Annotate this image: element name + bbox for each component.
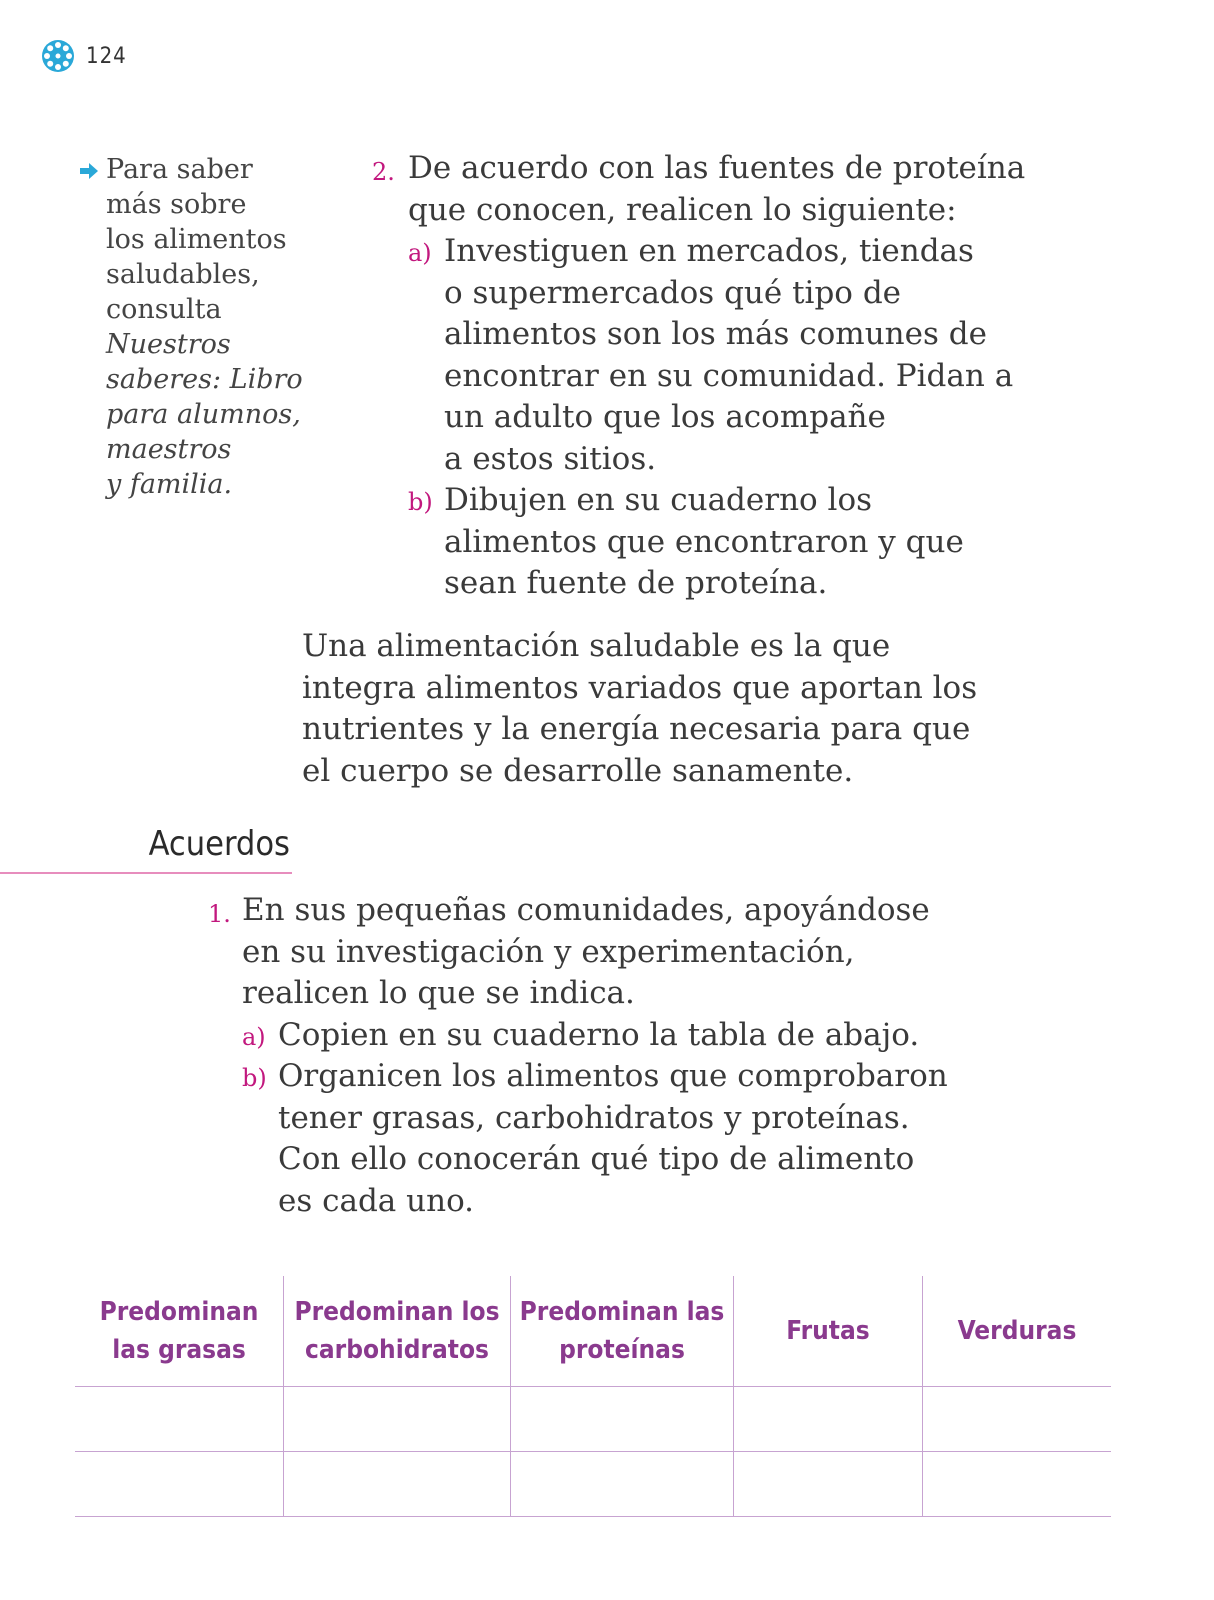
item-number: 2. <box>372 158 395 186</box>
text-line: Organicen los alimentos que comprobaron <box>278 1058 948 1094</box>
text-line: el cuerpo se desarrolle sanamente. <box>302 752 854 789</box>
text-line: o supermercados qué tipo de <box>444 274 902 311</box>
header-line: Predominan <box>99 1297 259 1327</box>
sub-item-a <box>408 231 1012 480</box>
text-line: En sus pequeñas comunidades, apoyándose <box>242 892 930 928</box>
table-cell <box>511 1387 734 1452</box>
header-line: carbohidratos <box>305 1335 489 1365</box>
sub-item-b <box>408 480 1012 605</box>
section-title: Acuerdos <box>148 824 290 864</box>
table-cell <box>734 1452 923 1517</box>
header-line: Predominan los <box>294 1297 500 1327</box>
table-column-header <box>734 1276 923 1387</box>
table-row <box>75 1387 1111 1452</box>
sub-item-label: b) <box>408 488 433 516</box>
table-cell <box>511 1452 734 1517</box>
text-line: que conocen, realicen lo siguiente: <box>408 191 957 228</box>
sidebar-line: más sobre <box>106 189 247 220</box>
item-1-text <box>242 890 968 1015</box>
text-line: Dibujen en su cuaderno los <box>444 482 873 518</box>
table-column-header <box>511 1276 734 1387</box>
table-cell <box>75 1387 284 1452</box>
activity-item-1 <box>208 890 968 1222</box>
table-cell <box>75 1452 284 1517</box>
header-line: las grasas <box>112 1335 246 1365</box>
table-cell <box>284 1387 511 1452</box>
page-header <box>40 38 127 74</box>
table-cell <box>923 1387 1112 1452</box>
text-line: nutrientes y la energía necesaria para que <box>302 711 971 747</box>
text-line: tener grasas, carbohidratos y proteínas. <box>278 1099 910 1136</box>
table-cell <box>923 1452 1112 1517</box>
arrow-right-icon <box>78 156 100 178</box>
table-cell <box>284 1452 511 1517</box>
sidebar-line: Nuestros <box>106 329 231 360</box>
text-line: sean fuente de proteína. <box>444 565 828 601</box>
table-header-row <box>75 1276 1111 1387</box>
item-2-text <box>408 148 1026 231</box>
text-line: realicen lo que se indica. <box>242 975 635 1011</box>
activity-item-2 <box>372 148 1026 605</box>
item-number: 1. <box>208 900 231 928</box>
section-heading <box>0 812 292 874</box>
table-cell <box>734 1387 923 1452</box>
text-line: en su investigación y experimentación, <box>242 933 855 970</box>
sidebar-line: saludables, <box>106 259 260 290</box>
sidebar-line: y familia. <box>106 469 233 500</box>
table-column-header <box>75 1276 284 1387</box>
sidebar-line: los alimentos <box>106 224 287 255</box>
text-line: encontrar en su comunidad. Pidan a <box>444 357 1014 394</box>
sidebar-line: saberes: Libro <box>106 364 303 395</box>
sub-item-b <box>242 1056 968 1222</box>
sidebar-line: para alumnos, <box>106 399 301 430</box>
header-line: Predominan las <box>519 1297 725 1327</box>
table-column-header <box>284 1276 511 1387</box>
table-row <box>75 1452 1111 1517</box>
text-line: De acuerdo con las fuentes de proteína <box>408 150 1026 186</box>
sidebar-note-text <box>106 152 318 502</box>
table-column-header <box>923 1276 1112 1387</box>
sub-item-label: b) <box>242 1064 267 1092</box>
text-line: un adulto que los acompañe <box>444 399 886 435</box>
sub-item-label: a) <box>408 239 432 267</box>
sidebar-line: maestros <box>106 434 232 465</box>
flower-badge-icon <box>40 38 76 74</box>
sub-item-label: a) <box>242 1022 266 1051</box>
header-line: Verduras <box>957 1316 1077 1346</box>
text-line: integra alimentos variados que aportan los <box>302 669 978 706</box>
page-number: 124 <box>86 43 127 69</box>
definition-paragraph <box>302 626 977 792</box>
sidebar-line: consulta <box>106 294 222 325</box>
text-line: Una alimentación saludable es la que <box>302 628 891 664</box>
text-line: alimentos que encontraron y que <box>444 523 964 560</box>
text-line: Investiguen en mercados, tiendas <box>444 233 974 269</box>
header-line: Frutas <box>786 1316 870 1346</box>
text-line: Copien en su cuaderno la tabla de abajo. <box>278 1016 920 1053</box>
header-line: proteínas <box>559 1335 685 1365</box>
text-line: alimentos son los más comunes de <box>444 316 987 352</box>
sub-item-a <box>242 1015 968 1057</box>
sidebar-note <box>78 152 318 502</box>
text-line: a estos sitios. <box>444 440 657 477</box>
text-line: Con ello conocerán qué tipo de alimento <box>278 1141 915 1177</box>
sidebar-line: Para saber <box>106 154 253 185</box>
food-classification-table <box>75 1276 1111 1517</box>
text-line: es cada uno. <box>278 1182 475 1219</box>
